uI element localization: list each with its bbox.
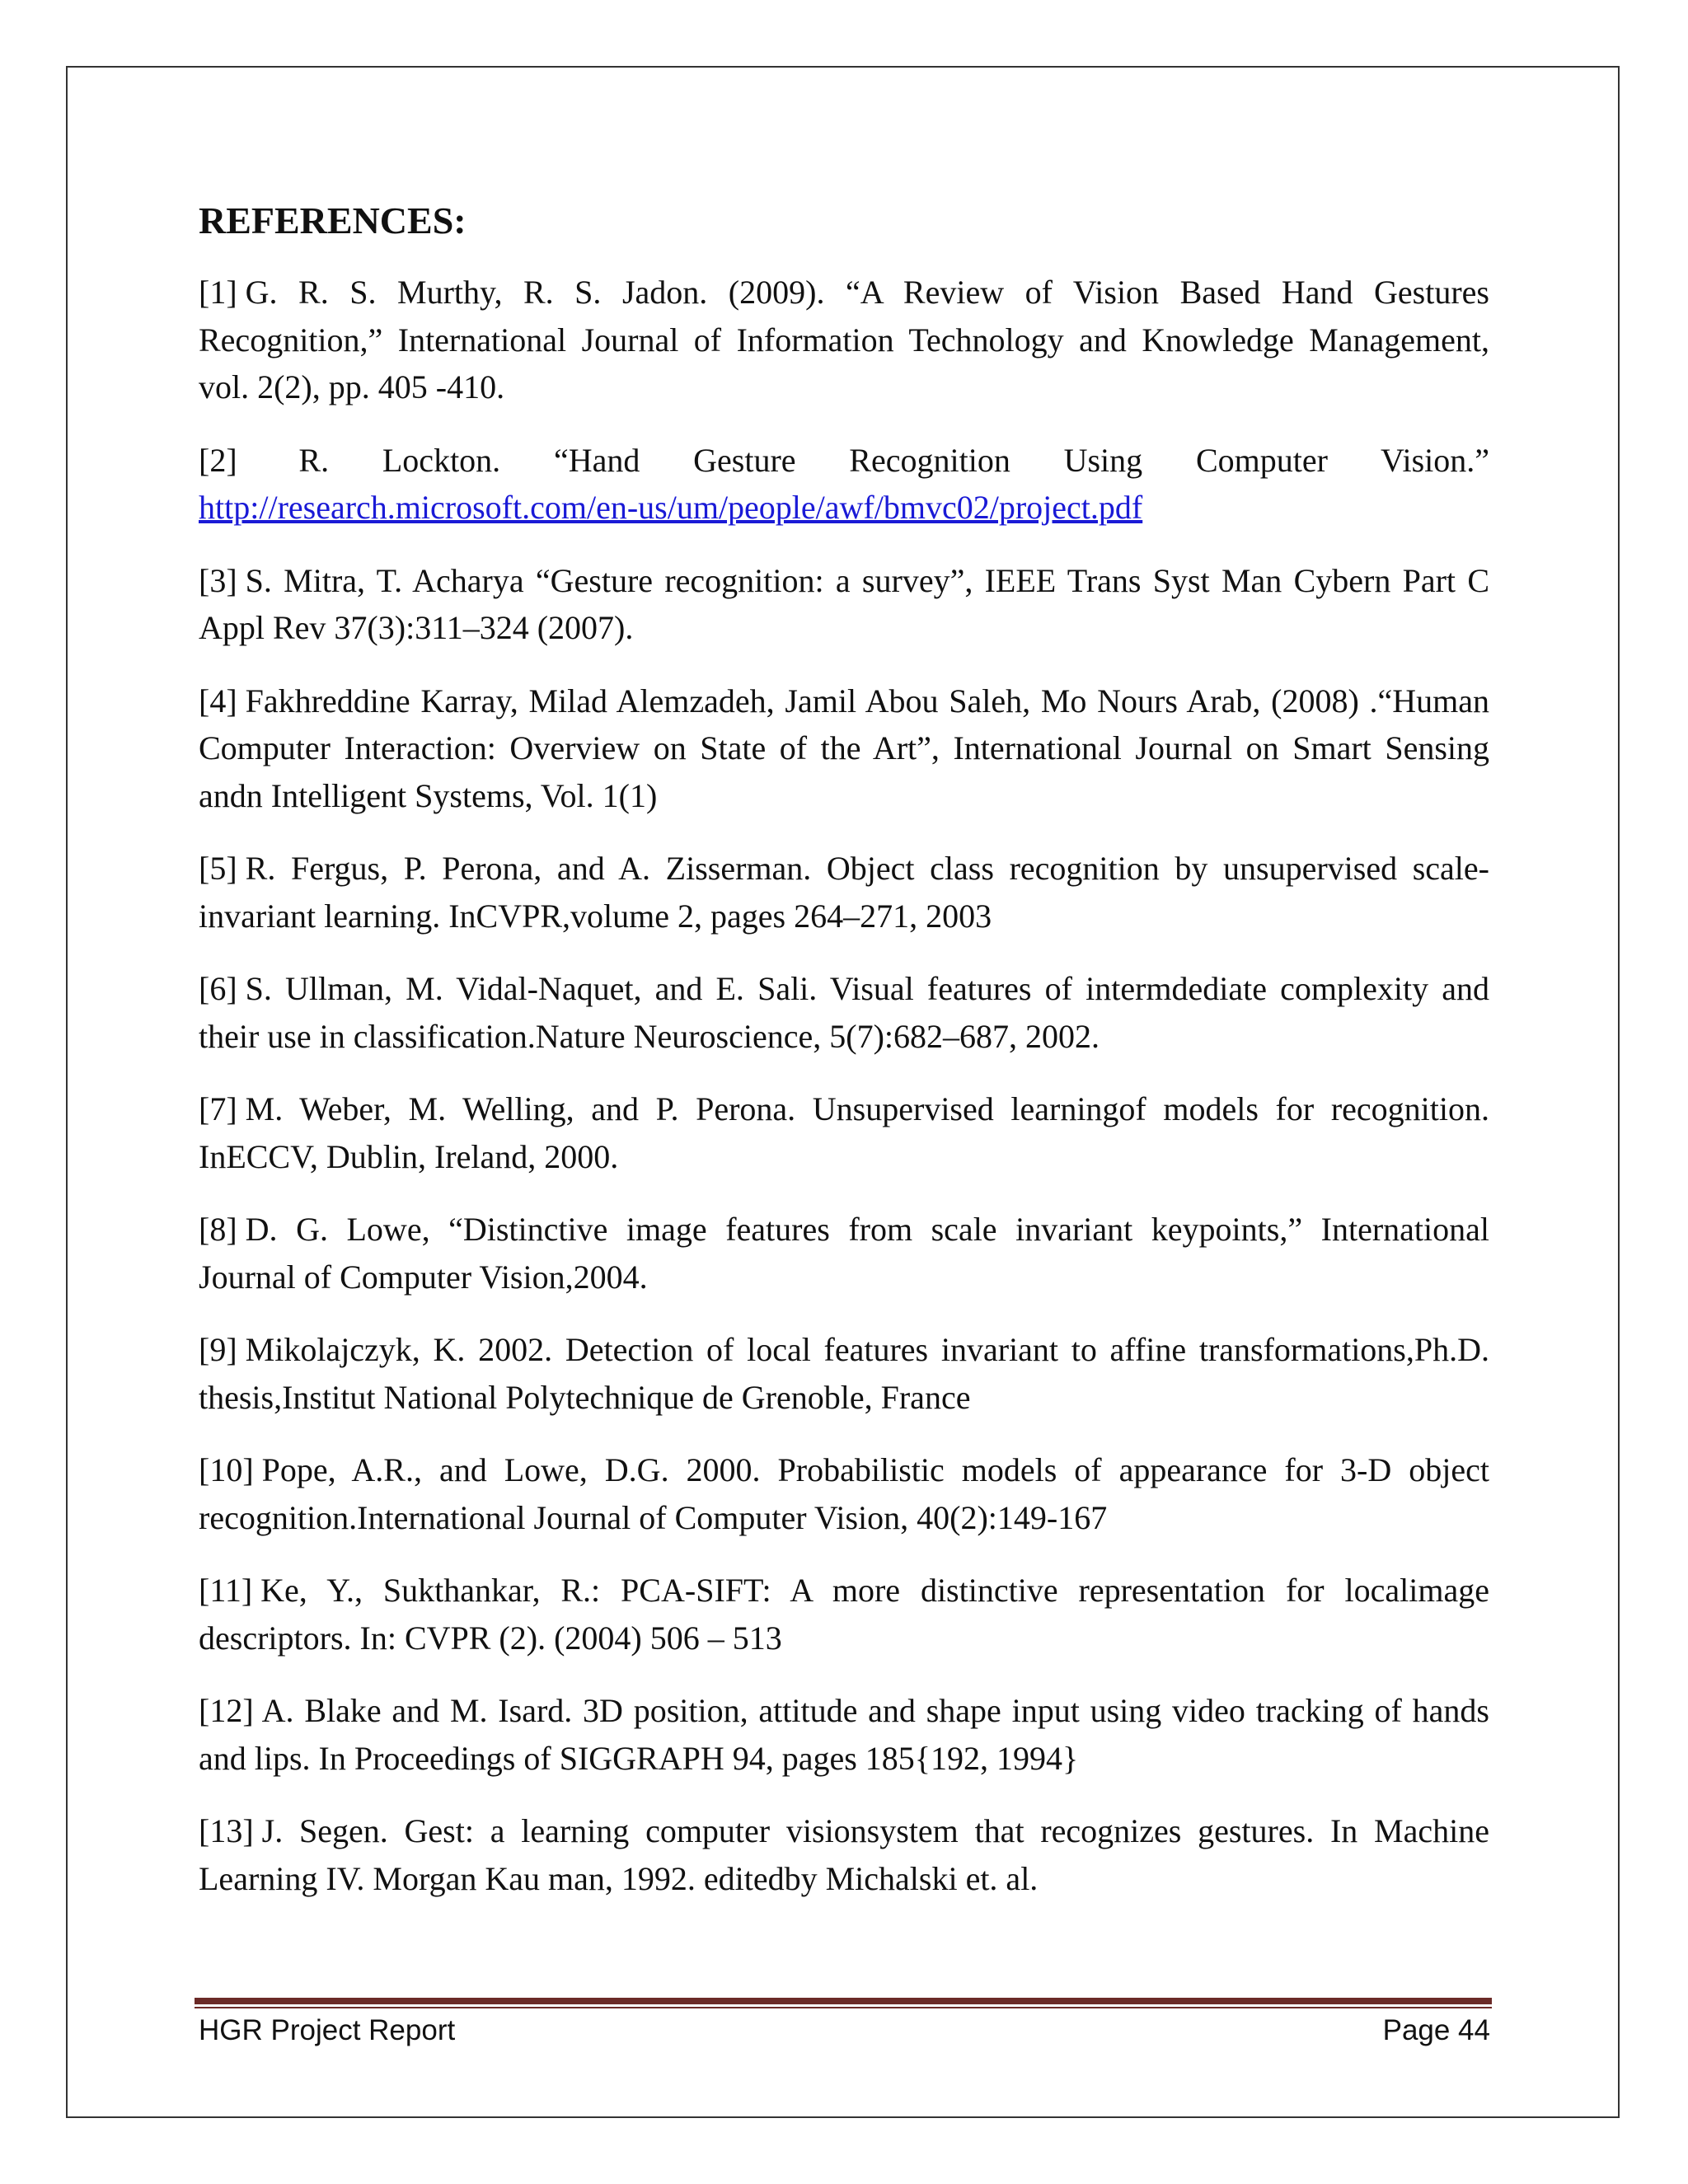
reference-text: J. Segen. Gest: a learning computer visionsystem that recognizes gestures. In Machine Learning IV. Morgan Kau man, 1992. editedby Michalski et. al.: [199, 1812, 1489, 1897]
reference-number: [3]: [199, 561, 237, 599]
reference-7: [199, 1085, 1489, 1180]
footer-rule-thin: [195, 2007, 1492, 2008]
reference-link[interactable]: http://research.microsoft.com/en-us/um/people/awf/bmvc02/project.pdf: [199, 489, 1143, 526]
reference-3: [199, 557, 1489, 652]
reference-10: [199, 1446, 1489, 1541]
reference-number: [6]: [199, 970, 237, 1007]
reference-text: S. Ullman, M. Vidal-Naquet, and E. Sali. Visual features of intermdediate complexity and their use in classification.Nature Neuroscience, 5(7):682–687, 2002.: [199, 970, 1489, 1055]
reference-text: G. R. S. Murthy, R. S. Jadon. (2009). “A Review of Vision Based Hand Gestures Recognition,” International Journal of Information Technology and Knowledge Management, vol. 2(2), pp. 405 -410.: [199, 274, 1489, 405]
reference-number: [12]: [199, 1692, 254, 1729]
reference-number: [5]: [199, 850, 237, 887]
reference-text: R. Lockton. “Hand Gesture Recognition Using Computer Vision.”: [298, 441, 1490, 479]
footer-rule: [195, 1998, 1492, 2004]
footer-page-number: Page 44: [1382, 2014, 1490, 2046]
reference-number: [1]: [199, 274, 237, 311]
reference-text: Mikolajczyk, K. 2002. Detection of local features invariant to affine transformations,Ph.D. thesis,Institut National Polytechnique de Grenoble, France: [199, 1331, 1489, 1416]
reference-number: [11]: [199, 1572, 253, 1609]
reference-11: [199, 1567, 1489, 1661]
reference-6: [199, 965, 1489, 1060]
footer-report-title: HGR Project Report: [199, 2014, 456, 2046]
reference-number: [7]: [199, 1090, 237, 1127]
reference-number: [13]: [199, 1812, 254, 1849]
reference-13: [199, 1807, 1489, 1902]
reference-8: [199, 1206, 1489, 1301]
reference-number: [10]: [199, 1451, 254, 1488]
reference-number: [8]: [199, 1211, 237, 1248]
page-content: [199, 198, 1489, 1928]
reference-number: [2]: [199, 441, 237, 479]
reference-text: M. Weber, M. Welling, and P. Perona. Unsupervised learningof models for recognition. InECCV, Dublin, Ireland, 2000.: [199, 1090, 1489, 1175]
reference-12: [199, 1687, 1489, 1782]
reference-1: [199, 269, 1489, 411]
reference-text: Ke, Y., Sukthankar, R.: PCA-SIFT: A more distinctive representation for localimage descriptors. In: CVPR (2). (2004) 506 – 513: [199, 1572, 1489, 1657]
reference-2: [199, 437, 1489, 485]
reference-text: A. Blake and M. Isard. 3D position, attitude and shape input using video tracking of hands and lips. In Proceedings of SIGGRAPH 94, pages 185{192, 1994}: [199, 1692, 1489, 1777]
reference-text: Fakhreddine Karray, Milad Alemzadeh, Jamil Abou Saleh, Mo Nours Arab, (2008) .“Human Computer Interaction: Overview on State of the Art”, International Journal on Smart Sensing andn Intelligent Systems, Vol. 1(1): [199, 682, 1489, 814]
reference-text: R. Fergus, P. Perona, and A. Zisserman. Object class recognition by unsupervised scale-invariant learning. InCVPR,volume 2, pages 264–271, 2003: [199, 850, 1489, 935]
reference-4: [199, 677, 1489, 820]
reference-5: [199, 845, 1489, 940]
references-heading: REFERENCES:: [199, 199, 467, 241]
reference-2-link-line: [199, 484, 1489, 532]
reference-text: Pope, A.R., and Lowe, D.G. 2000. Probabilistic models of appearance for 3-D object recognition.International Journal of Computer Vision, 40(2):149-167: [199, 1451, 1489, 1536]
reference-text: S. Mitra, T. Acharya “Gesture recognition: a survey”, IEEE Trans Syst Man Cybern Part C Appl Rev 37(3):311–324 (2007).: [199, 561, 1489, 646]
reference-text: D. G. Lowe, “Distinctive image features from scale invariant keypoints,” International Journal of Computer Vision,2004.: [199, 1211, 1489, 1296]
reference-number: [9]: [199, 1331, 237, 1368]
reference-9: [199, 1326, 1489, 1421]
reference-number: [4]: [199, 682, 237, 719]
